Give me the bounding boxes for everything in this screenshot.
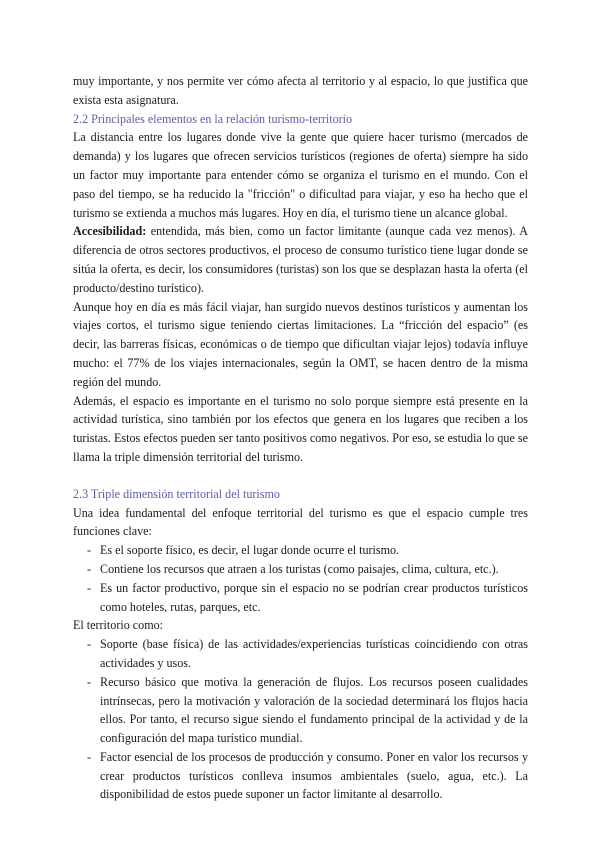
section-2-2-paragraph-1: La distancia entre los lugares donde vive la gente que quiere hacer turismo (mercados de demanda) y los lugares que ofrecen servicios turísticos (regiones de oferta) siempre ha sido un factor muy importante para entender cómo se organiza el turismo en el mundo. Con el paso del tiempo, se ha reducido la "fricción" o dificultad para viajar, y eso ha hecho que el turismo se extienda a muchos más lugares. Hoy en día, el turismo tiene un alcance global. [73,130,528,220]
continuation-paragraph: muy importante, y nos permite ver cómo afecta al territorio y al espacio, lo que justifica que exista esta asignatura. [73,74,528,107]
accesibilidad-term: Accesibilidad: [73,224,147,239]
section-2-2-paragraph-2 [73,222,528,297]
page-content [73,72,528,804]
section-2-2-heading: 2.2 Principales elementos en la relación turismo-territorio [73,111,353,126]
list-item: - Contiene los recursos que atraen a los turistas (como paisajes, clima, cultura, etc.). [73,560,528,579]
list-item: - Recurso básico que motiva la generación de flujos. Los recursos poseen cualidades intrínsecas, pero la motivación y valoración de la sociedad determinará los flujos hacia ellos. Por tanto, el recurso sigue siendo el fundamento principal de la actividad y de la configuración del mapa turístico mundial. [87,674,528,746]
section-2-3-heading: 2.3 Triple dimensión territorial del turismo [73,486,280,501]
list-item: - Factor esencial de los procesos de producción y consumo. Poner en valor los recursos y crear productos turísticos conlleva insumos ambientales (suelo, agua, etc.). La disponibilidad de estos puede suponer un factor limitante al desarrollo. [87,749,528,802]
section-2-3-intro: Una idea fundamental del enfoque territorial del turismo es que el espacio cumple tres funciones clave: [73,505,528,539]
list-item: - Es un factor productivo, porque sin el espacio no se podrían crear productos turísticos como hoteles, rutas, parques, etc. [87,580,528,614]
territorio-list [73,635,528,804]
dash-bullet: - [87,749,92,764]
functions-list [73,541,528,616]
dash-bullet: - [87,580,92,595]
dash-bullet: - [87,543,92,558]
accesibilidad-definition: entendida, más bien, como un factor limitante (aunque cada vez menos). A diferencia de otros sectores productivos, el proceso de consumo turístico tiene lugar donde se sitúa la oferta, es decir, los consumidores (turistas) son los que se desplazan hasta la oferta (el producto/destino turístico). [73,224,528,295]
section-2-2-paragraph-4: Además, el espacio es importante en el turismo no solo porque siempre está presente en la actividad turística, sino también por los efectos que genera en los lugares que reciben a los turistas. Estos efectos pueden ser tanto positivos como negativos. Por eso, se estudia lo que se llama la triple dimensión territorial del turismo. [73,393,528,464]
dash-bullet: - [87,561,92,576]
territorio-label: El territorio como: [73,618,164,633]
list-item: - Es el soporte físico, es decir, el lugar donde ocurre el turismo. [73,541,528,560]
dash-bullet: - [87,637,92,652]
section-2-2-paragraph-3: Aunque hoy en día es más fácil viajar, han surgido nuevos destinos turísticos y aumentan los viajes cortos, el turismo sigue teniendo ciertas limitaciones. La “fricción del espacio” (es decir, las barreras físicas, económicas o de tiempo que dificultan viajar lejos) todavía influye mucho: el 77% de los viajes internacionales, según la OMT, se hacen dentro de la misma región del mundo. [73,299,528,389]
dash-bullet: - [87,674,92,689]
list-item: - Soporte (base física) de las actividades/experiencias turísticas coincidiendo con otras actividades y usos. [87,637,528,670]
